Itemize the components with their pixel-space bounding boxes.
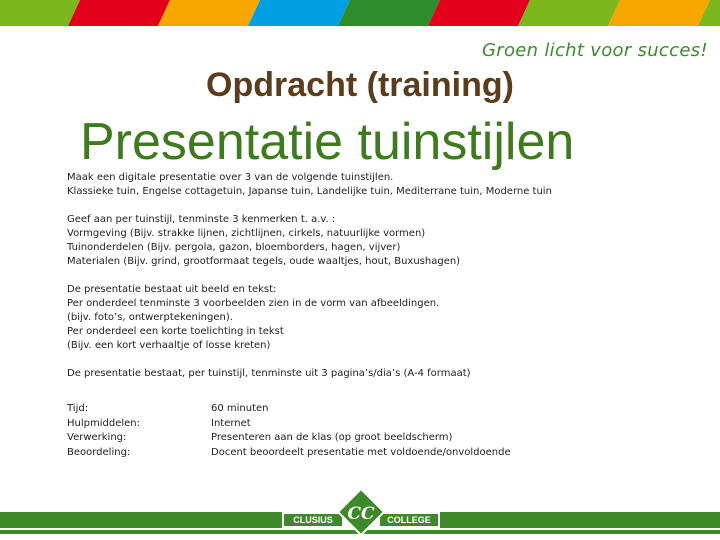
logo-monogram: CC [347, 504, 375, 524]
header-stripe [608, 0, 710, 26]
header-stripe [158, 0, 260, 26]
format-line: De presentatie bestaat, per tuinstijl, tenminste uit 3 pagina’s/dia’s (A-4 formaat) [67, 368, 471, 379]
clusius-college-logo [282, 489, 440, 535]
content-rule-line: (bijv. foto’s, ontwerptekeningen). [67, 312, 233, 323]
content-rule-line: De presentatie bestaat uit beeld en tekst: [67, 284, 277, 295]
detail-label: Verwerking: [67, 432, 127, 443]
header-stripes [0, 0, 720, 26]
slide-subtitle: Opdracht (training) [206, 66, 514, 104]
header-stripe [68, 0, 170, 26]
intro-line: Klassieke tuin, Engelse cottagetuin, Japanse tuin, Landelijke tuin, Mediterrane tuin, Moderne tuin [67, 186, 552, 197]
detail-value: Docent beoordeelt presentatie met voldoende/onvoldoende [211, 446, 511, 458]
feature-line: Tuinonderdelen (Bijv. pergola, gazon, bloemborders, hagen, vijver) [67, 242, 401, 253]
header-stripe [0, 0, 80, 26]
feature-line: Vormgeving (Bijv. strakke lijnen, zichtlijnen, cirkels, natuurlijke vormen) [67, 228, 426, 239]
detail-row [67, 431, 511, 446]
intro-line: Maak een digitale presentatie over 3 van de volgende tuinstijlen. [67, 172, 394, 183]
detail-row [67, 402, 511, 417]
content-rule-line: Per onderdeel tenminste 3 voorbeelden zien in de vorm van afbeeldingen. [67, 298, 440, 309]
logo-left-text: CLUSIUS [293, 515, 333, 525]
detail-label: Beoordeling: [67, 446, 131, 458]
feature-line: Materialen (Bijv. grind, grootformaat tegels, oude waaltjes, hout, Buxushagen) [67, 256, 461, 267]
header-stripe [518, 0, 620, 26]
feature-line: Geef aan per tuinstijl, tenminste 3 kenmerken t. a.v. : [67, 214, 336, 225]
logo-right-text: COLLEGE [387, 515, 431, 525]
detail-value: Presenteren aan de klas (op groot beeldscherm) [211, 432, 453, 443]
detail-value: Internet [211, 417, 251, 429]
detail-label: Tijd: [67, 403, 89, 414]
header-stripe [338, 0, 440, 26]
header-stripe [428, 0, 530, 26]
slide-title: Presentatie tuinstijlen [80, 113, 575, 171]
slide-body [67, 171, 707, 381]
details-list [67, 402, 511, 460]
content-rule-line: (Bijv. een kort verhaaltje of losse kreten) [67, 340, 271, 351]
detail-label: Hulpmiddelen: [67, 417, 140, 429]
detail-row [67, 417, 511, 432]
content-rule-line: Per onderdeel een korte toelichting in tekst [67, 326, 284, 337]
header-stripe [248, 0, 350, 26]
tagline: Groen licht voor succes! [482, 40, 708, 61]
detail-value: 60 minuten [211, 403, 269, 414]
detail-row [67, 446, 511, 461]
